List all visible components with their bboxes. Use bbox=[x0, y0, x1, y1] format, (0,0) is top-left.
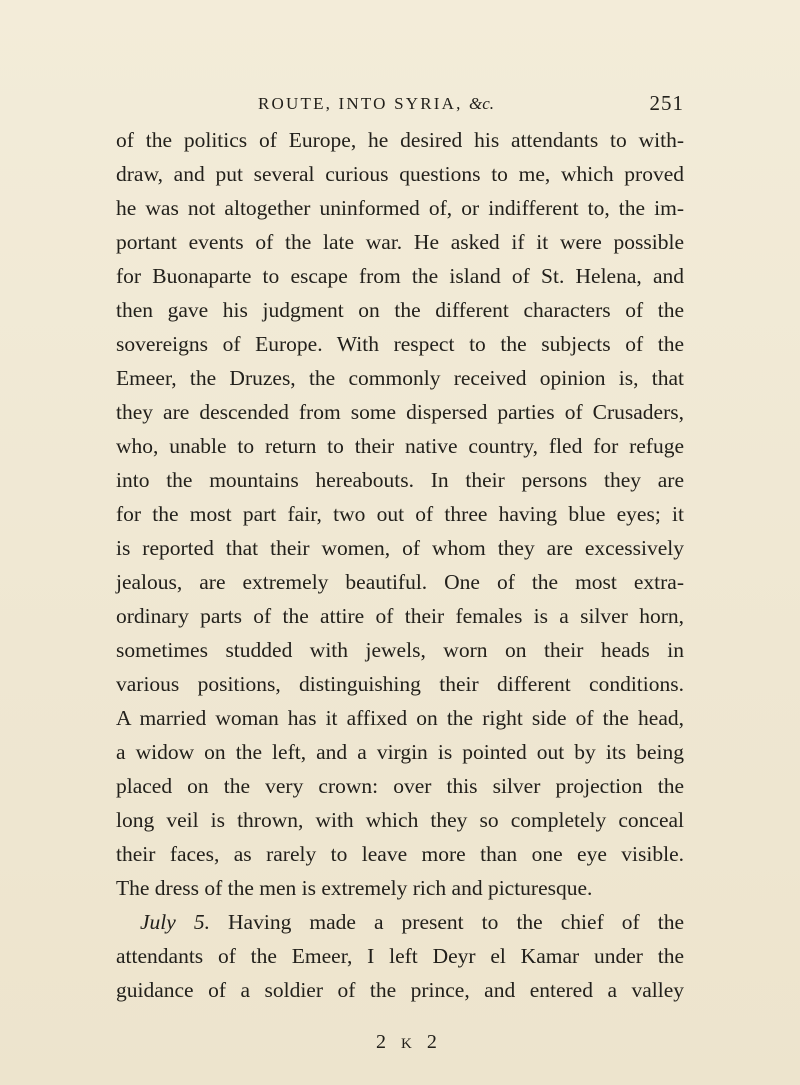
page-number: 251 bbox=[649, 91, 684, 115]
signature-letter: K bbox=[401, 1036, 417, 1052]
signature-number: 2 bbox=[376, 1031, 391, 1053]
running-head-title: ROUTE, INTO SYRIA, bbox=[258, 94, 463, 113]
text-line: long veil is thrown, with which they so completely conceal bbox=[116, 808, 684, 832]
dated-paragraph-first-line bbox=[116, 905, 684, 939]
text-line: portant events of the late war. He asked if it were possible bbox=[116, 230, 684, 254]
text-line: jealous, are extremely beautiful. One of the most extra- bbox=[116, 570, 684, 594]
text-line: of the politics of Europe, he desired his attendants to with- bbox=[116, 128, 684, 152]
text-line: is reported that their women, of whom they are excessively bbox=[116, 536, 684, 560]
running-head bbox=[258, 94, 494, 114]
text-line: draw, and put several curious questions to me, which proved bbox=[116, 162, 684, 186]
text-line: then gave his judgment on the different characters of the bbox=[116, 298, 684, 322]
signature-sheet: 2 bbox=[426, 1031, 442, 1053]
text-line: ordinary parts of the attire of their females is a silver horn, bbox=[116, 604, 684, 628]
page-header bbox=[258, 91, 684, 120]
dated-paragraph-text: Having made a present to the chief of the bbox=[228, 910, 684, 934]
text-line: placed on the very crown: over this silver projection the bbox=[116, 774, 684, 798]
text-line: attendants of the Emeer, I left Deyr el Kamar under the bbox=[116, 944, 684, 968]
text-line: for the most part fair, two out of three having blue eyes; it bbox=[116, 502, 684, 526]
text-line: The dress of the men is extremely rich and picturesque. bbox=[116, 876, 593, 900]
text-line: sovereigns of Europe. With respect to the subjects of the bbox=[116, 332, 684, 356]
text-line: Emeer, the Druzes, the commonly received opinion is, that bbox=[116, 366, 684, 390]
text-line: who, unable to return to their native country, fled for refuge bbox=[116, 434, 684, 458]
text-line: a widow on the left, and a virgin is pointed out by its being bbox=[116, 740, 684, 764]
date-entry: July 5. bbox=[140, 910, 210, 934]
signature-mark bbox=[376, 1031, 442, 1054]
running-head-suffix: &c. bbox=[469, 94, 495, 113]
text-line: they are descended from some dispersed parties of Crusaders, bbox=[116, 400, 684, 424]
text-line: for Buonaparte to escape from the island of St. Helena, and bbox=[116, 264, 684, 288]
text-line: A married woman has it affixed on the right side of the head, bbox=[116, 706, 684, 730]
text-line: he was not altogether uninformed of, or indifferent to, the im- bbox=[116, 196, 684, 220]
text-line: into the mountains hereabouts. In their persons they are bbox=[116, 468, 684, 492]
text-line: guidance of a soldier of the prince, and entered a valley bbox=[116, 978, 684, 1002]
body-text bbox=[116, 123, 684, 1007]
text-line: their faces, as rarely to leave more than one eye visible. bbox=[116, 842, 684, 866]
text-line: sometimes studded with jewels, worn on their heads in bbox=[116, 638, 684, 662]
text-line: various positions, distinguishing their different conditions. bbox=[116, 672, 684, 696]
